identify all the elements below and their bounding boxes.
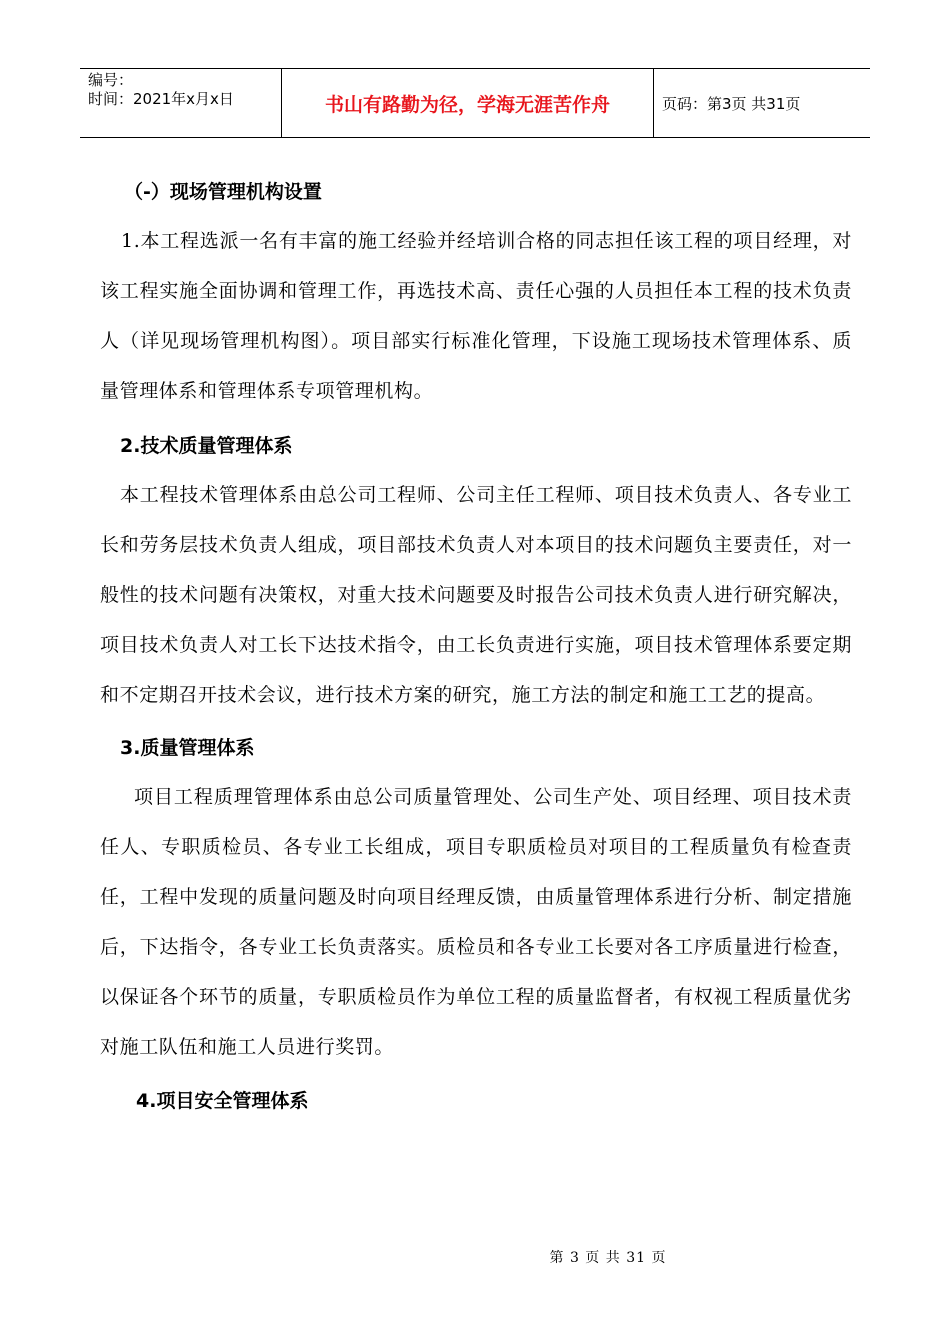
section-heading-site-management: （-）现场管理机构设置 [124,181,322,203]
motto-cell [282,69,654,137]
header-page-info: 页码：第3页 共31页 [662,94,801,113]
header-motto: 书山有路勤为径，学海无涯苦作舟 [324,93,610,116]
page-header [80,68,870,138]
paragraph-technical-quality: 本工程技术管理体系由总公司工程师、公司主任工程师、项目技术负责人、各专业工长和劳务层技术负责人组成，项目部技术负责人对本项目的技术问题负主要责任，对一般性的技术问题有决策权，对重大技术问题要及时报告公司技术负责人进行研究解决，项目技术负责人对工长下达技术指令，由工长负责进行实施，项目技术管理体系要定期和不定期召开技术会议，进行技术方案的研究，施工方法的制定和施工工艺的提高。 [100,484,852,706]
paragraph-quality: 项目工程质理管理体系由总公司质量管理处、公司生产处、项目经理、项目技术责任人、专职质检员、各专业工长组成，项目专职质检员对项目的工程质量负有检查责任，工程中发现的质量问题及时向项目经理反馈，由质量管理体系进行分析、制定措施后，下达指令，各专业工长负责落实。质检员和各专业工长要对各工序质量进行检查，以保证各个环节的质量，专职质检员作为单位工程的质量监督者，有权视工程质量优劣对施工队伍和施工人员进行奖罚。 [100,786,852,1058]
section-heading-quality: 3.质量管理体系 [120,737,255,759]
page-info-cell [654,69,870,137]
header-meta-cell [80,69,282,137]
page-footer [0,1247,950,1267]
document-body [100,170,852,1126]
footer-page-number: 第 3 页 共 31 页 [549,1250,667,1266]
section-heading-safety: 4.项目安全管理体系 [136,1090,309,1112]
paragraph-site-management: 1.本工程选派一名有丰富的施工经验并经培训合格的同志担任该工程的项目经理，对该工程实施全面协调和管理工作，再选技术高、责任心强的人员担任本工程的技术负责人（详见现场管理机构图）。项目部实行标准化管理，下设施工现场技术管理体系、质量管理体系和管理体系专项管理机构。 [100,230,852,402]
serial-number-label: 编号： [88,71,134,89]
date-label: 时间：2021年x月x日 [88,90,234,108]
section-heading-technical-quality: 2.技术质量管理体系 [120,435,293,457]
